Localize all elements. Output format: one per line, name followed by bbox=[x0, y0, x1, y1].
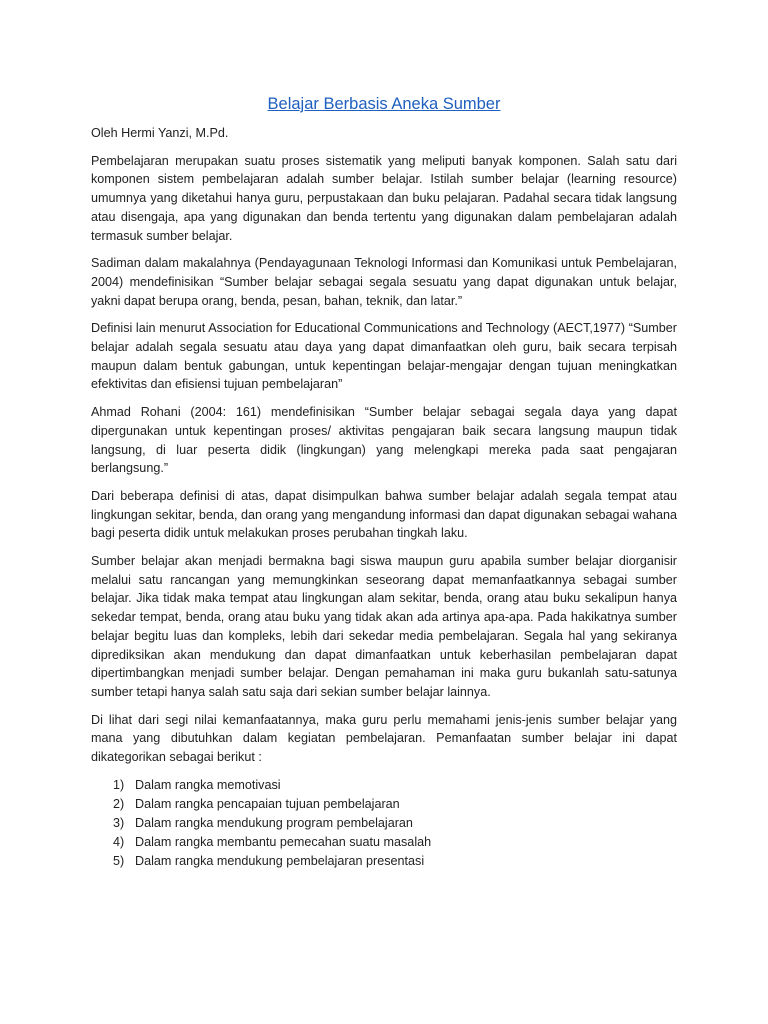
paragraph: Sumber belajar akan menjadi bermakna bagi siswa maupun guru apabila sumber belajar diorganisir melalui satu rancangan yang memungkinkan seseorang dapat memanfaatkannya sebagai sumber belajar. Jika tidak maka tempat atau lingkungan alam sekitar, benda, orang atau buku sekalipun hanya sekedar tempat, benda, orang atau buku yang tidak akan ada artinya apa-apa. Pada hakikatnya sumber belajar begitu luas dan kompleks, lebih dari sekedar media pembelajaran. Segala hal yang sekiranya diprediksikan akan mendukung dan dapat dimanfaatkan untuk keberhasilan pembelajaran dapat dipertimbangkan menjadi sumber belajar. Dengan pemahaman ini maka guru bukanlah satu-satunya sumber tetapi hanya salah satu saja dari sekian sumber belajar lainnya. bbox=[91, 554, 677, 699]
list-item bbox=[113, 814, 677, 833]
list-item-number: 1) bbox=[113, 777, 125, 792]
list-item-number: 2) bbox=[113, 796, 125, 811]
list-item-text: Dalam rangka memotivasi bbox=[135, 777, 281, 792]
document-title: Belajar Berbasis Aneka Sumber bbox=[267, 95, 501, 113]
list-item-number: 3) bbox=[113, 815, 125, 830]
document-page bbox=[91, 93, 677, 871]
paragraph: Definisi lain menurut Association for Educational Communications and Technology (AECT,1977) “Sumber belajar adalah segala sesuatu atau daya yang dapat dimanfaatkan oleh guru, baik secara terpisah maupun dalam bentuk gabungan, untuk kepentingan belajar-mengajar dengan tujuan meningkatkan efektivitas dan efisiensi tujuan pembelajaran” bbox=[91, 321, 677, 392]
paragraph: Sadiman dalam makalahnya (Pendayagunaan Teknologi Informasi dan Komunikasi untuk Pembelajaran, 2004) mendefinisikan “Sumber belajar sebagai segala sesuatu yang dapat digunakan untuk belajar, yakni dapat berupa orang, benda, pesan, bahan, teknik, dan latar.” bbox=[91, 256, 677, 308]
list-item-number: 4) bbox=[113, 834, 125, 849]
list-item-text: Dalam rangka membantu pemecahan suatu masalah bbox=[135, 834, 432, 849]
paragraph: Ahmad Rohani (2004: 161) mendefinisikan “Sumber belajar sebagai segala daya yang dapat dipergunakan untuk kepentingan proses/ aktivitas pengajaran baik secara langsung maupun tidak langsung, di luar peserta didik (lingkungan) yang melengkapi mereka pada saat pengajaran berlangsung.” bbox=[91, 405, 677, 476]
list-item-number: 5) bbox=[113, 853, 125, 868]
paragraph: Di lihat dari segi nilai kemanfaatannya, maka guru perlu memahami jenis-jenis sumber belajar yang mana yang dibutuhkan dalam kegiatan pembelajaran. Pemanfaatan sumber belajar ini dapat dikategorikan sebagai berikut : bbox=[91, 712, 677, 765]
list-item bbox=[113, 833, 677, 852]
list-item bbox=[113, 776, 677, 795]
list-item-text: Dalam rangka pencapaian tujuan pembelajaran bbox=[135, 796, 400, 811]
list-item bbox=[113, 795, 677, 814]
author-line: Oleh Hermi Yanzi, M.Pd. bbox=[91, 126, 229, 140]
list-item bbox=[113, 852, 677, 871]
numbered-list bbox=[91, 776, 677, 871]
paragraph: Pembelajaran merupakan suatu proses sistematik yang meliputi banyak komponen. Salah satu dari komponen sistem pembelajaran adalah sumber belajar. Istilah sumber belajar (learning resource) umumnya yang diketahui hanya guru, perpustakaan dan buku pelajaran. Padahal secara tidak langsung atau disengaja, apa yang digunakan dan benda tertentu yang digunakan dalam pembelajaran adalah termasuk sumber belajar. bbox=[91, 153, 677, 243]
paragraph: Dari beberapa definisi di atas, dapat disimpulkan bahwa sumber belajar adalah segala tempat atau lingkungan sekitar, benda, dan orang yang mengandung informasi dan dapat digunakan sebagai wahana bagi peserta didik untuk melakukan proses perubahan tingkah laku. bbox=[91, 488, 677, 541]
list-item-text: Dalam rangka mendukung program pembelajaran bbox=[135, 815, 413, 830]
list-item-text: Dalam rangka mendukung pembelajaran presentasi bbox=[135, 853, 425, 868]
